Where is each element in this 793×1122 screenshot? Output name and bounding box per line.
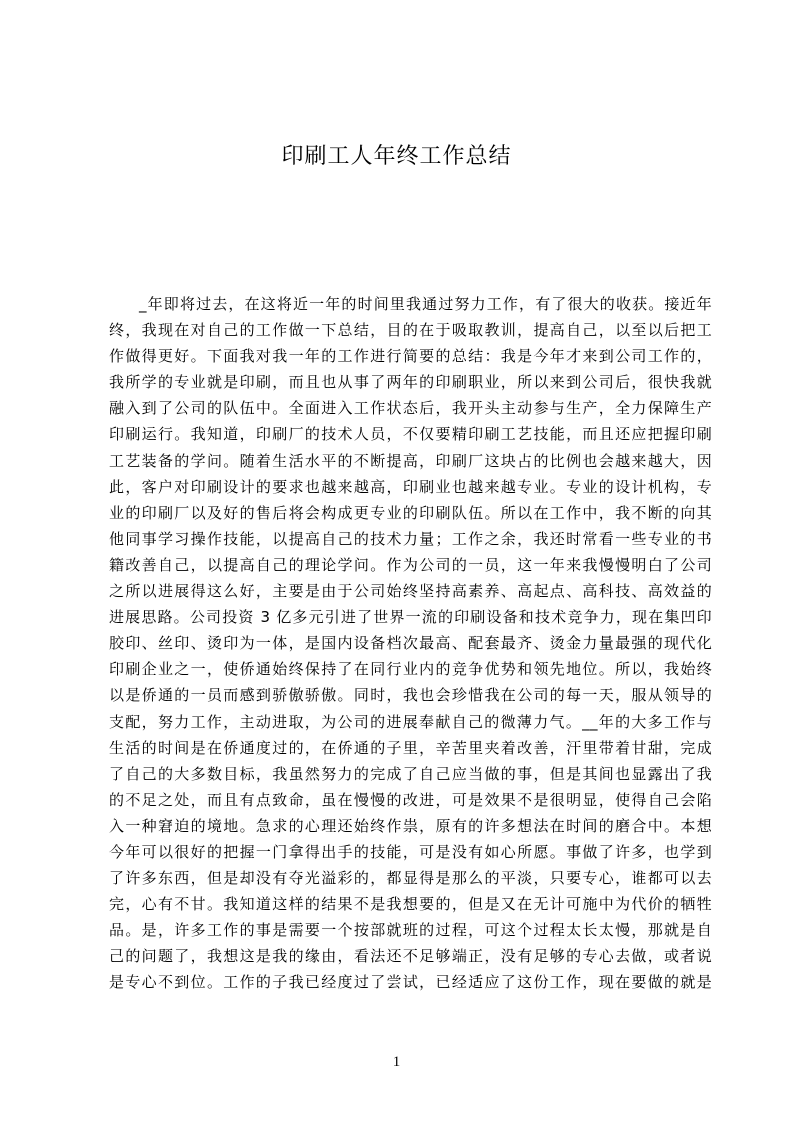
text-line: 了自己的大多数目标，我虽然努力的完成了自己应当做的事，但是其间也显露出了我: [109, 764, 712, 783]
text-line: 工艺装备的学问。随着生活水平的不断提高，印刷厂这块占的比例也会越来越大，因: [109, 451, 712, 470]
text-line: 进展思路。公司投资 3 亿多元引进了世界一流的印刷设备和技术竞争力，现在集凹印: [109, 608, 712, 627]
text-line: 印刷运行。我知道，印刷厂的技术人员，不仅要精印刷工艺技能，而且还应把握印刷: [109, 425, 712, 444]
text-line: 是专心不到位。工作的子我已经度过了尝试，已经适应了这份工作，现在要做的就是: [109, 973, 712, 992]
text-line: 业的印刷厂以及好的售后将会构成更专业的印刷队伍。所以在工作中，我不断的向其: [109, 503, 712, 522]
text-line: 之所以进展得这么好，主要是由于公司始终坚持高素养、高起点、高科技、高效益的: [109, 582, 712, 601]
text-line: 入一种窘迫的境地。急求的心理还始终作祟，原有的许多想法在时间的磨合中。本想: [109, 816, 712, 835]
text-line: 生活的时间是在侨通度过的，在侨通的子里，辛苦里夹着改善，汗里带着甘甜，完成: [109, 738, 712, 757]
text-line: 品。是，许多工作的事是需要一个按部就班的过程，可这个过程太长太慢，那就是自: [109, 921, 712, 940]
text-line: 我所学的专业就是印刷，而且也从事了两年的印刷职业，所以来到公司后，很快我就: [109, 373, 712, 392]
body-paragraph: [109, 291, 712, 996]
text-line: 完，心有不甘。我知道这样的结果不是我想要的，但是又在无计可施中为代价的牺牲: [109, 895, 712, 914]
text-line: 籍改善自己，以提高自己的理论学问。作为公司的一员，这一年来我慢慢明白了公司: [109, 555, 712, 574]
text-line: 以是侨通的一员而感到骄傲骄傲。同时，我也会珍惜我在公司的每一天，服从领导的: [109, 686, 712, 705]
text-line: 了许多东西，但是却没有夺光溢彩的，都显得是那么的平淡，只要专心，谁都可以去: [109, 869, 712, 888]
text-line: 支配，努力工作，主动进取，为公司的进展奉献自己的微薄力气。__年的大多工作与: [109, 712, 712, 731]
text-line: 作做得更好。下面我对我一年的工作进行简要的总结：我是今年才来到公司工作的，: [109, 347, 712, 366]
page-title: 印刷工人年终工作总结: [281, 144, 512, 169]
text-line: 融入到了公司的队伍中。全面进入工作状态后，我开头主动参与生产，全力保障生产: [109, 399, 712, 418]
text-line: 今年可以很好的把握一门拿得出手的技能，可是没有如心所愿。事做了许多，也学到: [109, 842, 712, 861]
text-line: 胶印、丝印、烫印为一体，是国内设备档次最高、配套最齐、烫金力量最强的现代化: [109, 634, 712, 653]
text-line: 己的问题了，我想这是我的缘由，看法还不足够端正，没有足够的专心去做，或者说: [109, 947, 712, 966]
text-line: 印刷企业之一，使侨通始终保持了在同行业内的竞争优势和领先地位。所以，我始终: [109, 660, 712, 679]
text-line: 此，客户对印刷设计的要求也越来越高，印刷业也越来越专业。专业的设计机构，专: [109, 477, 712, 496]
text-line: _年即将过去，在这将近一年的时间里我通过努力工作，有了很大的收获。接近年: [139, 295, 712, 313]
text-line: 他同事学习操作技能，以提高自己的技术力量；工作之余，我还时常看一些专业的书: [109, 529, 712, 548]
text-line: 终，我现在对自己的工作做一下总结，目的在于吸取教训，提高自己，以至以后把工: [109, 321, 712, 340]
text-line: 的不足之处，而且有点致命，虽在慢慢的改进，可是效果不是很明显，使得自己会陷: [109, 790, 712, 809]
page-number: 1: [392, 1054, 401, 1070]
